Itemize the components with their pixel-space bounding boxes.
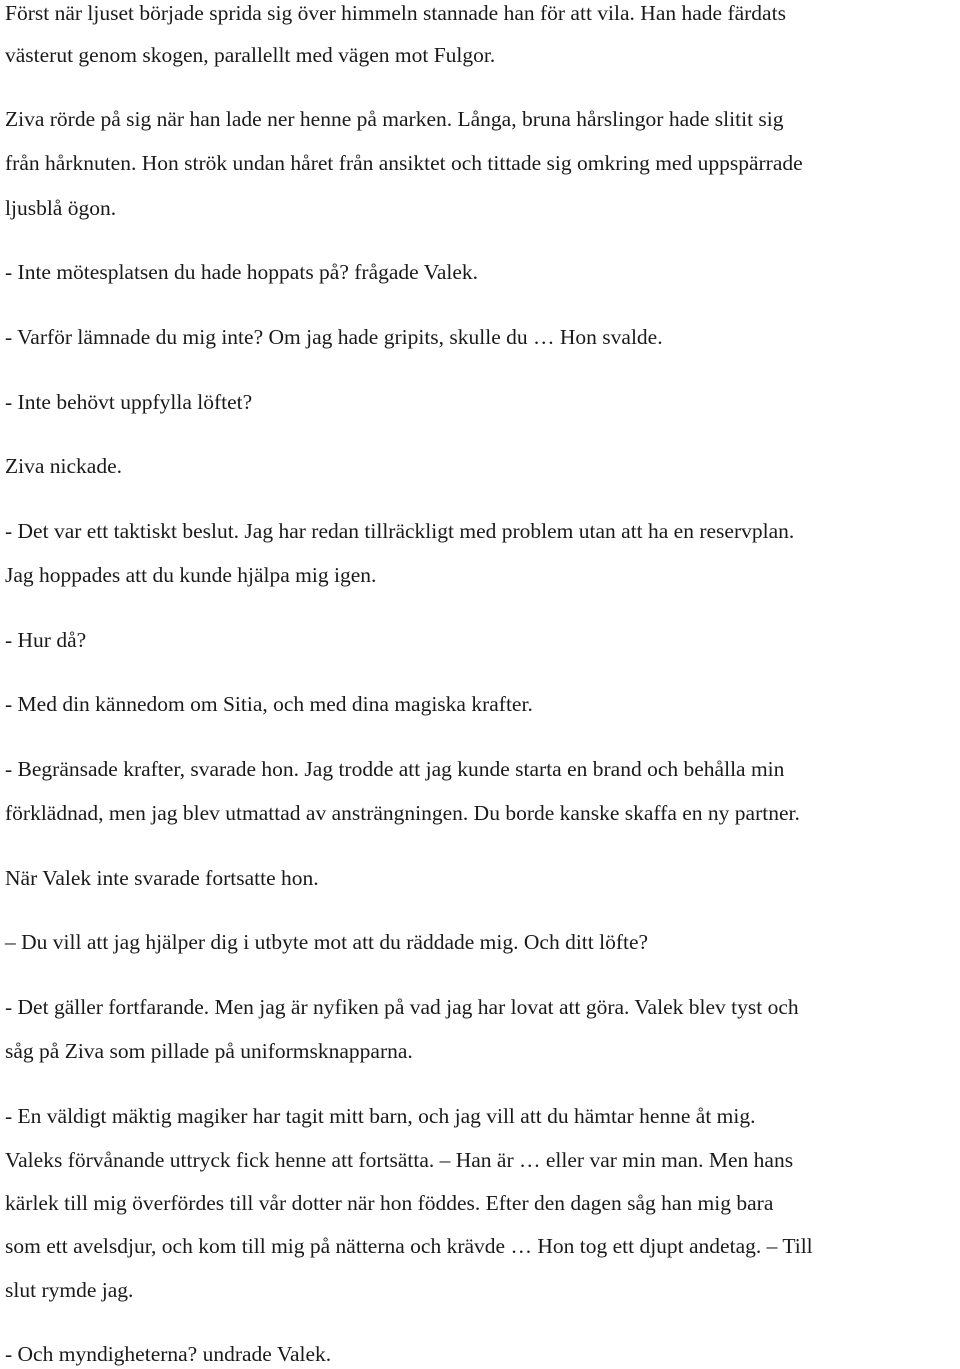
text-line: kärlek till mig överfördes till vår dotter när hon föddes. Efter den dagen såg han mig bara [5, 1191, 774, 1215]
text-line: - En väldigt mäktig magiker har tagit mitt barn, och jag vill att du hämtar henne åt mig. [5, 1104, 756, 1128]
text-line: västerut genom skogen, parallellt med vägen mot Fulgor. [5, 43, 496, 67]
text-line: Valeks förvånande uttryck fick henne att fortsätta. – Han är … eller var min man. Men hans [5, 1148, 794, 1172]
text-line: - Med din kännedom om Sitia, och med dina magiska krafter. [5, 692, 533, 716]
text-line: - Begränsade krafter, svarade hon. Jag trodde att jag kunde starta en brand och behålla min [5, 757, 785, 781]
text-line: förklädnad, men jag blev utmattad av ansträngningen. Du borde kanske skaffa en ny partner. [5, 801, 800, 825]
text-line: - Inte mötesplatsen du hade hoppats på? frågade Valek. [5, 260, 479, 284]
text-line: ljusblå ögon. [5, 196, 117, 220]
text-line: - Hur då? [5, 628, 87, 652]
text-line: från hårknuten. Hon strök undan håret från ansiktet och tittade sig omkring med uppspärrade [5, 151, 803, 175]
text-line: - Varför lämnade du mig inte? Om jag hade gripits, skulle du … Hon svalde. [5, 325, 663, 349]
text-line: Jag hoppades att du kunde hjälpa mig igen. [5, 563, 377, 587]
text-line: – Du vill att jag hjälper dig i utbyte mot att du räddade mig. Och ditt löfte? [5, 930, 649, 954]
text-line: - Det var ett taktiskt beslut. Jag har redan tillräckligt med problem utan att ha en reservplan. [5, 519, 795, 543]
text-line: såg på Ziva som pillade på uniformsknapparna. [5, 1039, 413, 1063]
text-line: Först när ljuset började sprida sig över himmeln stannade han för att vila. Han hade färdats [5, 1, 786, 25]
text-line: som ett avelsdjur, och kom till mig på nätterna och krävde … Hon tog ett djupt andetag. – Till [5, 1234, 813, 1258]
text-line: - Det gäller fortfarande. Men jag är nyfiken på vad jag har lovat att göra. Valek blev tyst och [5, 995, 799, 1019]
text-line: - Inte behövt uppfylla löftet? [5, 390, 253, 414]
text-line: När Valek inte svarade fortsatte hon. [5, 866, 319, 890]
text-line: Ziva rörde på sig när han lade ner henne på marken. Långa, bruna hårslingor hade slitit sig [5, 107, 784, 131]
text-line: Ziva nickade. [5, 454, 123, 478]
text-line: - Och myndigheterna? undrade Valek. [5, 1342, 332, 1366]
text-line: slut rymde jag. [5, 1278, 134, 1302]
